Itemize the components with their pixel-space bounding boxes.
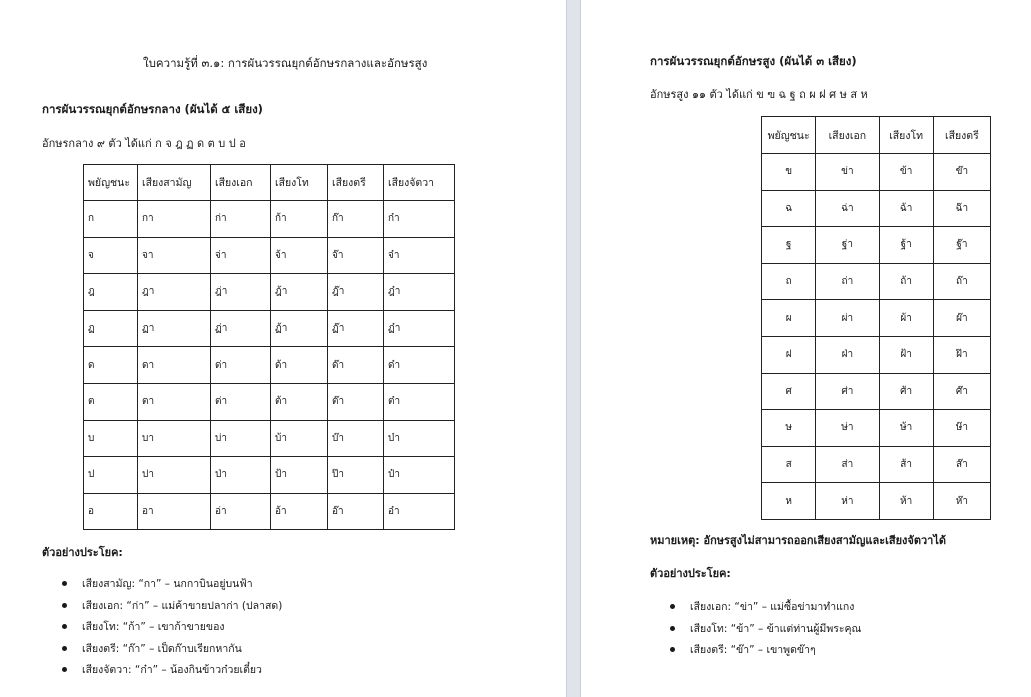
- table-cell: จ๋า: [384, 237, 455, 274]
- table-cell: บ๋า: [384, 420, 455, 457]
- table-cell: ก้า: [271, 201, 328, 238]
- table-row: [762, 336, 991, 373]
- column-header: เสียงสามัญ: [138, 165, 211, 201]
- high-consonants-intro: อักษรสูง ๑๑ ตัว ได้แก่ ข ฃ ฉ ฐ ถ ผ ฝ ศ ษ ส ห: [650, 88, 868, 101]
- table-cell: ศ่า: [816, 373, 879, 410]
- column-header: เสียงโท: [271, 165, 328, 201]
- table-cell: ตา: [138, 383, 211, 420]
- table-cell: ข๊า: [933, 154, 990, 191]
- table-cell: ด้า: [271, 347, 328, 384]
- bullet-icon: [62, 646, 67, 651]
- example-text: เสียงโท: “ก้า” – เขาก้าขายของ: [82, 621, 225, 633]
- column-header: พยัญชนะ: [84, 165, 138, 201]
- column-header: เสียงเอก: [211, 165, 271, 201]
- table-header-row: [84, 165, 455, 201]
- table-cell: ต๊า: [328, 383, 384, 420]
- table-cell: อ๊า: [328, 493, 384, 530]
- table-cell: จา: [138, 237, 211, 274]
- table-cell: ฉ้า: [879, 190, 933, 227]
- list-item: [62, 620, 282, 642]
- table-row: [762, 446, 991, 483]
- table-cell: ฝ๊า: [933, 336, 990, 373]
- table-cell: ป๋า: [384, 457, 455, 494]
- column-header: เสียงตรี: [328, 165, 384, 201]
- table-cell: อ้า: [271, 493, 328, 530]
- bullet-icon: [670, 647, 675, 652]
- table-cell: ข่า: [816, 154, 879, 191]
- table-cell: ดา: [138, 347, 211, 384]
- table-cell: ฐ๊า: [933, 227, 990, 264]
- bullet-icon: [62, 581, 67, 586]
- table-cell: ป่า: [211, 457, 271, 494]
- table-cell: ห: [762, 483, 816, 520]
- examples-heading-middle: ตัวอย่างประโยค:: [42, 546, 123, 559]
- table-row: [762, 190, 991, 227]
- table-row: [762, 410, 991, 447]
- high-consonant-tone-table: [761, 116, 991, 520]
- table-cell: ห๊า: [933, 483, 990, 520]
- table-cell: ห่า: [816, 483, 879, 520]
- document-page-right: [581, 0, 1031, 697]
- table-cell: ฐ่า: [816, 227, 879, 264]
- table-row: [84, 237, 455, 274]
- table-cell: บา: [138, 420, 211, 457]
- table-cell: ส๊า: [933, 446, 990, 483]
- section-heading-high-consonants: การผันวรรณยุกต์อักษรสูง (ผันได้ ๓ เสียง): [650, 54, 857, 68]
- table-cell: ถ้า: [879, 263, 933, 300]
- bullet-icon: [670, 604, 675, 609]
- table-cell: ต่า: [211, 383, 271, 420]
- table-cell: ก๊า: [328, 201, 384, 238]
- bullet-icon: [62, 667, 67, 672]
- table-cell: ข: [762, 154, 816, 191]
- list-item: [62, 599, 282, 621]
- table-row: [84, 347, 455, 384]
- table-row: [84, 310, 455, 347]
- middle-consonants-intro: อักษรกลาง ๙ ตัว ได้แก่ ก จ ฎ ฏ ด ต บ ป อ: [42, 137, 246, 150]
- table-cell: ฎ๋า: [384, 274, 455, 311]
- column-header: เสียงโท: [879, 117, 933, 154]
- middle-consonant-tone-table: [83, 164, 455, 530]
- list-item: [62, 577, 282, 599]
- list-item: [670, 622, 861, 644]
- table-cell: จ่า: [211, 237, 271, 274]
- table-cell: ถ๊า: [933, 263, 990, 300]
- table-cell: บ: [84, 420, 138, 457]
- table-cell: อา: [138, 493, 211, 530]
- table-cell: ส่า: [816, 446, 879, 483]
- table-cell: ฏ: [84, 310, 138, 347]
- table-cell: ฏ้า: [271, 310, 328, 347]
- table-cell: ษ๊า: [933, 410, 990, 447]
- table-cell: ก๋า: [384, 201, 455, 238]
- table-row: [84, 201, 455, 238]
- table-cell: ศ้า: [879, 373, 933, 410]
- column-header: เสียงตรี: [933, 117, 990, 154]
- table-cell: ผ้า: [879, 300, 933, 337]
- table-cell: ก่า: [211, 201, 271, 238]
- table-row: [762, 300, 991, 337]
- table-cell: ฎา: [138, 274, 211, 311]
- table-cell: ส้า: [879, 446, 933, 483]
- table-cell: ษ: [762, 410, 816, 447]
- example-text: เสียงเอก: “ข่า” – แม่ซื้อข่ามาทำแกง: [690, 601, 855, 613]
- bullet-icon: [62, 603, 67, 608]
- table-cell: ถ่า: [816, 263, 879, 300]
- table-cell: ข้า: [879, 154, 933, 191]
- table-cell: ศ๊า: [933, 373, 990, 410]
- list-item: [670, 643, 861, 665]
- table-cell: ผ๊า: [933, 300, 990, 337]
- table-cell: ฏา: [138, 310, 211, 347]
- page-title: ใบความรู้ที่ ๓.๑: การผันวรรณยุกต์อักษรกลางและอักษรสูง: [143, 56, 428, 70]
- table-cell: ฏ๋า: [384, 310, 455, 347]
- table-row: [762, 263, 991, 300]
- table-cell: ฎ่า: [211, 274, 271, 311]
- table-cell: ฉ่า: [816, 190, 879, 227]
- table-cell: ต๋า: [384, 383, 455, 420]
- table-cell: อ: [84, 493, 138, 530]
- table-cell: ษ้า: [879, 410, 933, 447]
- table-cell: ถ: [762, 263, 816, 300]
- table-cell: บ๊า: [328, 420, 384, 457]
- table-cell: กา: [138, 201, 211, 238]
- list-item: [670, 600, 861, 622]
- column-header: พยัญชนะ: [762, 117, 816, 154]
- table-cell: ฎ: [84, 274, 138, 311]
- table-cell: อ๋า: [384, 493, 455, 530]
- table-row: [762, 227, 991, 264]
- table-cell: จ๊า: [328, 237, 384, 274]
- example-text: เสียงสามัญ: “กา” – นกกาบินอยู่บนฟ้า: [82, 578, 253, 590]
- table-cell: ฝ้า: [879, 336, 933, 373]
- table-row: [84, 383, 455, 420]
- page-gutter: [566, 0, 581, 697]
- example-text: เสียงตรี: “ข๊า” – เขาพูดข๊าๆ: [690, 644, 816, 656]
- list-item: [62, 642, 282, 664]
- table-cell: ฏ่า: [211, 310, 271, 347]
- table-cell: ต: [84, 383, 138, 420]
- table-cell: ก: [84, 201, 138, 238]
- table-cell: ฎ๊า: [328, 274, 384, 311]
- examples-list-middle: [62, 577, 282, 685]
- examples-heading-high: ตัวอย่างประโยค:: [650, 567, 731, 580]
- table-cell: ฉ: [762, 190, 816, 227]
- table-cell: ฎ้า: [271, 274, 328, 311]
- table-cell: ส: [762, 446, 816, 483]
- table-row: [84, 493, 455, 530]
- table-cell: ห้า: [879, 483, 933, 520]
- table-row: [762, 373, 991, 410]
- table-cell: ผ: [762, 300, 816, 337]
- table-cell: ด๊า: [328, 347, 384, 384]
- table-cell: ป้า: [271, 457, 328, 494]
- table-cell: บ่า: [211, 420, 271, 457]
- column-header: เสียงเอก: [816, 117, 879, 154]
- example-text: เสียงโท: “ข้า” – ข้าแต่ท่านผู้มีพระคุณ: [690, 622, 862, 635]
- table-cell: ฐ: [762, 227, 816, 264]
- list-item: [62, 663, 282, 685]
- high-consonants-note: หมายเหตุ: อักษรสูงไม่สามารถออกเสียงสามัญและเสียงจัตวาได้: [650, 534, 947, 547]
- table-cell: ด่า: [211, 347, 271, 384]
- table-cell: ฏ๊า: [328, 310, 384, 347]
- table-row: [762, 483, 991, 520]
- table-cell: ต้า: [271, 383, 328, 420]
- table-row: [84, 457, 455, 494]
- table-cell: ปา: [138, 457, 211, 494]
- example-text: เสียงจัตวา: “ก๋า” – น้องกินข้าวก๋วยเตี๋ยว: [82, 664, 262, 676]
- table-cell: จ้า: [271, 237, 328, 274]
- table-cell: ผ่า: [816, 300, 879, 337]
- table-cell: อ่า: [211, 493, 271, 530]
- table-cell: ศ: [762, 373, 816, 410]
- table-cell: ป: [84, 457, 138, 494]
- table-cell: จ: [84, 237, 138, 274]
- column-header: เสียงจัตวา: [384, 165, 455, 201]
- table-row: [84, 274, 455, 311]
- table-cell: ด๋า: [384, 347, 455, 384]
- bullet-icon: [670, 626, 675, 631]
- table-cell: ฝ่า: [816, 336, 879, 373]
- table-cell: ฝ: [762, 336, 816, 373]
- table-row: [762, 154, 991, 191]
- table-header-row: [762, 117, 991, 154]
- table-cell: ป๊า: [328, 457, 384, 494]
- table-cell: ฐ้า: [879, 227, 933, 264]
- table-cell: ฉ๊า: [933, 190, 990, 227]
- table-cell: บ้า: [271, 420, 328, 457]
- bullet-icon: [62, 624, 67, 629]
- examples-list-high: [670, 600, 861, 665]
- example-text: เสียงตรี: “ก๊า” – เป็ดก๊าบเรียกหากัน: [82, 642, 242, 655]
- section-heading-middle-consonants: การผันวรรณยุกต์อักษรกลาง (ผันได้ ๕ เสียง): [42, 102, 263, 116]
- table-cell: ด: [84, 347, 138, 384]
- table-cell: ษ่า: [816, 410, 879, 447]
- table-row: [84, 420, 455, 457]
- example-text: เสียงเอก: “ก่า” – แม่ค้าขายปลาก่า (ปลาสด): [82, 599, 283, 612]
